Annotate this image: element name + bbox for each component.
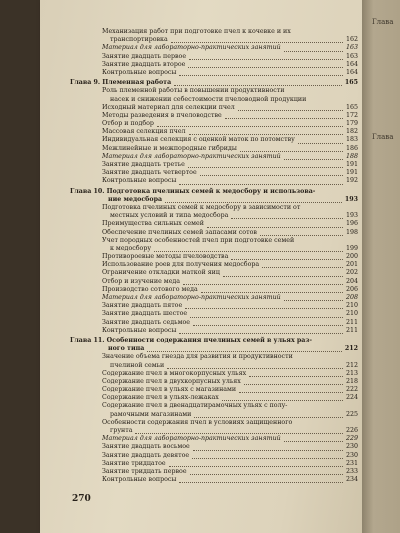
toc-page-number: 192 — [345, 177, 358, 185]
toc-entry-title: транспортировка — [110, 36, 168, 44]
toc-entry — [70, 229, 360, 237]
toc-entry-title: к медосбору — [110, 244, 152, 252]
toc-page-number: 230 — [345, 443, 358, 451]
toc-entry-title: Занятие двадцать девятое — [102, 451, 190, 459]
toc-entry-title: Содержание пчел в ульях-лежаках — [102, 394, 219, 402]
toc-leader-dots — [165, 194, 342, 203]
toc-entry-title: Занятие тридцатое — [102, 459, 166, 467]
toc-entry-title: Материал для лабораторно-практических занятий — [102, 435, 281, 443]
toc-entry-title: местных условий и типа медосбора — [110, 212, 229, 220]
toc-page-number: 165 — [345, 103, 358, 111]
toc-entry-title: Контрольные вопросы — [102, 326, 177, 334]
toc-entry — [70, 87, 360, 95]
toc-page-number: 218 — [345, 377, 358, 385]
toc-page-number: 230 — [345, 451, 358, 459]
adjacent-page-label: Глава — [372, 133, 394, 141]
toc-page-number: 226 — [345, 427, 358, 434]
toc-entry-title: Контрольные вопросы — [102, 68, 177, 76]
toc-entry-title: пчелиной семьи — [110, 361, 165, 369]
toc-page-number: 231 — [345, 459, 358, 467]
toc-page-number: 191 — [345, 161, 358, 168]
toc-entry-title: Занятие двадцать четвертое — [102, 169, 197, 177]
toc-entry — [70, 411, 360, 419]
toc-entry-title: Учет породных особенностей пчел при подготовке семей — [102, 236, 295, 244]
toc-entry-title: Методы разведения в пчеловодстве — [102, 111, 222, 119]
toc-page-number: 211 — [345, 318, 358, 326]
toc-page-number: 210 — [345, 310, 358, 318]
toc-page-number: 165 — [344, 79, 358, 87]
toc-entry-title: Подготовка пчелиных семей к медосбору в зависимости от — [102, 203, 301, 211]
toc-entry-title: Занятие тридцать первое — [102, 467, 187, 475]
toc-entry-title: Механизация работ при подготовке пчел к кочевке и их — [102, 28, 291, 35]
toc-page-number: 234 — [345, 476, 358, 484]
toc-entry-title: Глава 10. Подготовка пчелиных семей к медосбору и использова- — [70, 187, 316, 195]
toc-entry-title: Обеспечение пчелиных семей запасами сотов — [102, 228, 257, 236]
toc-page-number: 198 — [345, 228, 358, 236]
toc-entry — [70, 394, 360, 402]
toc-page-number: 188 — [345, 152, 358, 160]
toc-page-number: 162 — [345, 36, 358, 44]
toc-page-number: 202 — [345, 269, 358, 277]
toc-entry-title: Индивидуальная селекция с оценкой маток по потомству — [102, 136, 295, 144]
toc-entry-title: Особенности содержания пчел в условиях защищенного — [102, 418, 293, 426]
toc-page-number: 222 — [345, 386, 358, 394]
toc-entry-title: Контрольные вопросы — [102, 177, 177, 185]
toc-page-number: 204 — [345, 277, 358, 285]
toc-page-number: 164 — [345, 68, 358, 76]
toc-entry-title: ного типа — [108, 345, 145, 353]
toc-entry — [70, 345, 360, 353]
toc-leader-dots — [179, 67, 343, 76]
toc-page-number: 210 — [345, 302, 358, 310]
toc-entry-title: Использование роев для получения медосбора — [102, 261, 260, 269]
toc-page-number: 183 — [345, 136, 358, 144]
toc-entry-title: Содержание пчел в ульях с магазинами — [102, 386, 237, 394]
toc-page-number: 212 — [345, 361, 358, 369]
toc-page-number: 233 — [345, 467, 358, 475]
toc-page-number: 211 — [345, 326, 358, 334]
toc-entry — [70, 327, 360, 335]
toc-entry-title: Материал для лабораторно-практических занятий — [102, 152, 281, 160]
toc-page-number: 186 — [345, 144, 358, 152]
toc-leader-dots — [174, 77, 342, 86]
toc-entry-title: Глава 11. Особенности содержания пчелиных семей в ульях раз- — [70, 336, 313, 344]
toc-entry-title: насек и снижении себестоимости пчеловодной продукции — [110, 95, 307, 103]
toc-entry-title: Значение объема гнезда для развития и продуктивности — [102, 353, 293, 361]
toc-entry — [70, 196, 360, 204]
toc-chapter-entry — [70, 79, 360, 87]
toc-page-number: 224 — [345, 394, 358, 402]
toc-leader-dots — [179, 474, 343, 483]
toc-page-number: 212 — [344, 345, 358, 353]
book-page — [40, 0, 362, 533]
toc-entry-title: Занятие двадцать третье — [102, 161, 185, 168]
toc-leader-dots — [147, 343, 342, 352]
toc-entry-title: Контрольные вопросы — [102, 476, 177, 484]
toc-entry-title: ние медосбора — [108, 195, 163, 203]
toc-page-number: 182 — [345, 128, 358, 136]
toc-page-number: 208 — [345, 294, 358, 301]
page-number: 270 — [72, 494, 91, 504]
toc-page-number: 164 — [345, 60, 358, 68]
toc-entry-title: Межлинейные и межпородные гибриды — [102, 144, 237, 152]
toc-entry-title: Преимущества сильных семей — [102, 220, 204, 228]
adjacent-page-label: Глава — [372, 18, 394, 26]
toc-leader-dots — [179, 325, 343, 334]
toc-page-number: 163 — [345, 44, 358, 52]
toc-entry-title: Исходный материал для селекции пчел — [102, 103, 235, 111]
toc-entry-title: Отбор и изучение меда — [102, 277, 181, 285]
toc-entry-title: Содержание пчел в двенадцатирамочных ульях с полу- — [102, 402, 288, 410]
toc-page-number: 213 — [345, 369, 358, 377]
toc-entry — [70, 69, 360, 77]
toc-page-number: 199 — [345, 244, 358, 252]
toc-entry-title: Занятие двадцать пятое — [102, 302, 183, 310]
toc-entry-title: Содержание пчел в двухкорпусных ульях — [102, 377, 241, 385]
toc-entry-title: Занятие двадцать седьмое — [102, 318, 190, 326]
toc-leader-dots — [179, 175, 343, 184]
toc-entry-title: Занятие двадцать второе — [102, 60, 186, 68]
toc-entry-title: Противороевые методы пчеловодства — [102, 253, 229, 261]
toc-page-number: 179 — [345, 120, 358, 128]
toc-entry-title: Роль племенной работы в повышении продуктивности — [102, 87, 285, 95]
toc-entry-title: Массовая селекция пчел — [102, 128, 186, 136]
toc-page-number: 191 — [345, 169, 358, 177]
toc-entry-title: Ограничение откладки маткой яиц — [102, 269, 220, 277]
toc-entry-title: Глава 9. Племенная работа — [70, 79, 172, 87]
toc-entry — [70, 476, 360, 484]
toc-entry-title: грунта — [110, 427, 133, 434]
toc-page-number: 163 — [345, 52, 358, 60]
toc-page-number: 201 — [345, 261, 358, 269]
toc-page-number: 193 — [345, 212, 358, 220]
toc-entry-title: Производство сотового меда — [102, 285, 198, 293]
toc-entry-title: Материал для лабораторно-практических занятий — [102, 294, 281, 301]
toc-leader-dots — [222, 392, 343, 401]
toc-page-number: 193 — [344, 195, 358, 203]
toc-leader-dots — [194, 409, 343, 418]
toc-leader-dots — [260, 227, 343, 236]
toc-page-number: 225 — [345, 410, 358, 418]
toc-entry-title: Материал для лабораторно-практических занятий — [102, 44, 281, 52]
table-of-contents — [70, 28, 360, 484]
toc-page-number: 172 — [345, 111, 358, 119]
toc-page-number: 196 — [345, 220, 358, 228]
toc-entry-title: Занятие двадцать первое — [102, 52, 187, 60]
toc-page-number: 206 — [345, 285, 358, 293]
adjacent-page — [362, 0, 400, 533]
toc-entry-title: Занятие двадцать шестое — [102, 310, 188, 318]
toc-entry — [70, 177, 360, 185]
toc-page-number: 229 — [345, 435, 358, 443]
toc-entry-title: Отбор и подбор — [102, 120, 154, 128]
toc-entry-title: Занятие двадцать восьмое — [102, 443, 190, 451]
toc-entry-title: Содержание пчел в многокорпусных ульях — [102, 369, 247, 377]
toc-entry-title: рамочными магазинами — [110, 410, 192, 418]
toc-page-number: 200 — [345, 253, 358, 261]
